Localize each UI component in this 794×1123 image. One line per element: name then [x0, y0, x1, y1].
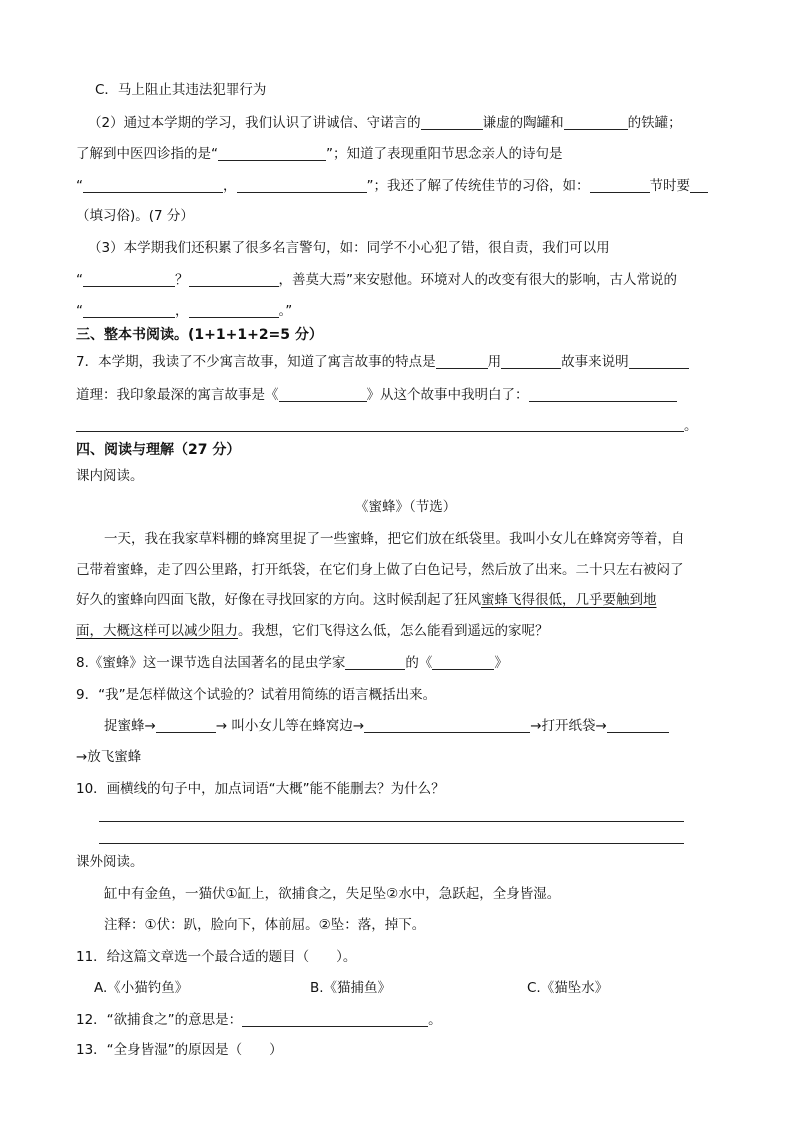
answer-blank[interactable]: [690, 178, 708, 193]
q6-2-line4: （填习俗)。(7 分）: [76, 208, 194, 224]
q7-answer-line[interactable]: [76, 431, 684, 432]
q9-question: 9．“我”是怎样做这个试验的？试着用简练的语言概括出来。: [76, 687, 437, 703]
answer-blank[interactable]: [564, 115, 628, 130]
passage-line-4: 面，大概这样可以减少阻力。我想，它们飞得这么低，怎么能看到遥远的家呢？: [76, 623, 549, 639]
q9-steps: 捉蜜蜂→ → 叫小女儿等在蜂窝边→ →打开纸袋→: [104, 716, 794, 736]
q7-line1: 7．本学期，我读了不少寓言故事，知道了寓言故事的特点是 用 故事来说明: [76, 352, 794, 372]
q6-2-line2: 了解到中医四诊指的是“ ”；知道了表现重阳节思念亲人的诗句是: [76, 146, 563, 162]
q12: 12．“欲捕食之”的意思是： 。: [76, 1012, 442, 1028]
answer-blank[interactable]: [279, 387, 367, 402]
q11-option-c[interactable]: C.《猫坠水》: [527, 980, 609, 996]
q11-option-a[interactable]: A.《小猫钓鱼》: [94, 980, 189, 996]
annotation-note: 注释：①伏：趴，脸向下，体前屈。②坠：落，掉下。: [104, 917, 426, 933]
q11-option-b[interactable]: B.《猫捕鱼》: [310, 980, 392, 996]
answer-blank[interactable]: [189, 303, 279, 318]
answer-blank[interactable]: [629, 354, 689, 369]
answer-blank[interactable]: [83, 178, 223, 193]
q13: 13．“全身皆湿”的原因是（ ）: [76, 1042, 283, 1058]
answer-blank[interactable]: [421, 115, 483, 130]
answer-blank[interactable]: [156, 718, 216, 733]
section-3-heading: 三、整本书阅读。(1+1+1+2=5 分）: [76, 327, 323, 343]
classical-text: 缸中有金鱼，一猫伏①缸上，欲捕食之，失足坠②水中，急跃起，全身皆湿。: [104, 886, 561, 902]
answer-blank[interactable]: [607, 718, 669, 733]
passage-line-2: 己带着蜜蜂，走了四公里路，打开纸袋，在它们身上做了白色记号，然后放了出来。二十只左右被闷了: [76, 562, 684, 578]
answer-blank[interactable]: [364, 718, 530, 733]
answer-blank[interactable]: [345, 655, 405, 670]
q9-steps-end: →放飞蜜蜂: [76, 749, 142, 765]
passage-line-1: 一天，我在我家草料棚的蜂窝里捉了一些蜜蜂，把它们放在纸袋里。我叫小女儿在蜂窝旁等着，自: [104, 531, 685, 547]
q6-3-line2: “ ？ ，善莫大焉”来安慰他。环境对人的改变有很大的影响，古人常说的: [76, 272, 677, 288]
answer-blank[interactable]: [529, 387, 677, 402]
passage-title: 《蜜蜂》（节选）: [355, 499, 457, 515]
answer-blank[interactable]: [237, 178, 367, 193]
answer-blank[interactable]: [83, 303, 175, 318]
underlined-sentence: 面，大概这样可以减少阻力: [76, 623, 238, 639]
q6-3-line1: （3）本学期我们还积累了很多名言警句，如：同学不小心犯了错，很自责，我们可以用: [88, 240, 610, 256]
q6-3-line3: “ ， 。”: [76, 303, 293, 319]
answer-blank[interactable]: [218, 146, 326, 161]
option-c: C．马上阻止其违法犯罪行为: [95, 82, 267, 98]
q7-line2: 道理：我印象最深的寓言故事是《 》从这个故事中我明白了：: [76, 385, 794, 405]
q11-question: 11．给这篇文章选一个最合适的题目（ ）。: [76, 949, 357, 965]
answer-blank[interactable]: [242, 1012, 428, 1027]
q10-answer-line-2[interactable]: [99, 843, 684, 844]
underlined-sentence: 蜜蜂飞得很低，几乎要触到地: [481, 592, 657, 608]
q7-end: 。: [684, 418, 698, 434]
q10: 10．画横线的句子中，加点词语“大概”能不能删去？为什么？: [76, 781, 445, 797]
answer-blank[interactable]: [590, 178, 650, 193]
q6-2-line1: （2）通过本学期的学习，我们认识了讲诚信、守诺言的 谦虚的陶罐和 的铁罐；: [88, 115, 682, 131]
section-4-heading: 四、阅读与理解（27 分）: [76, 442, 241, 458]
answer-blank[interactable]: [501, 354, 561, 369]
answer-blank[interactable]: [436, 354, 488, 369]
q10-answer-line-1[interactable]: [99, 821, 684, 822]
passage-line-3: 好久的蜜蜂向四面飞散，好像在寻找回家的方向。这时候刮起了狂风蜜蜂飞得很低，几乎要触到地: [76, 592, 657, 608]
q6-2-line3: “ ， ”；我还了解了传统佳节的习俗，如： 节时要: [76, 176, 794, 196]
answer-blank[interactable]: [83, 272, 175, 287]
answer-blank[interactable]: [189, 272, 279, 287]
q8: 8.《蜜蜂》这一课节选自法国著名的昆虫学家 的《 》: [76, 655, 508, 671]
answer-blank[interactable]: [432, 655, 494, 670]
in-class-reading-label: 课内阅读。: [76, 468, 144, 484]
extracurricular-reading-label: 课外阅读。: [76, 854, 144, 870]
